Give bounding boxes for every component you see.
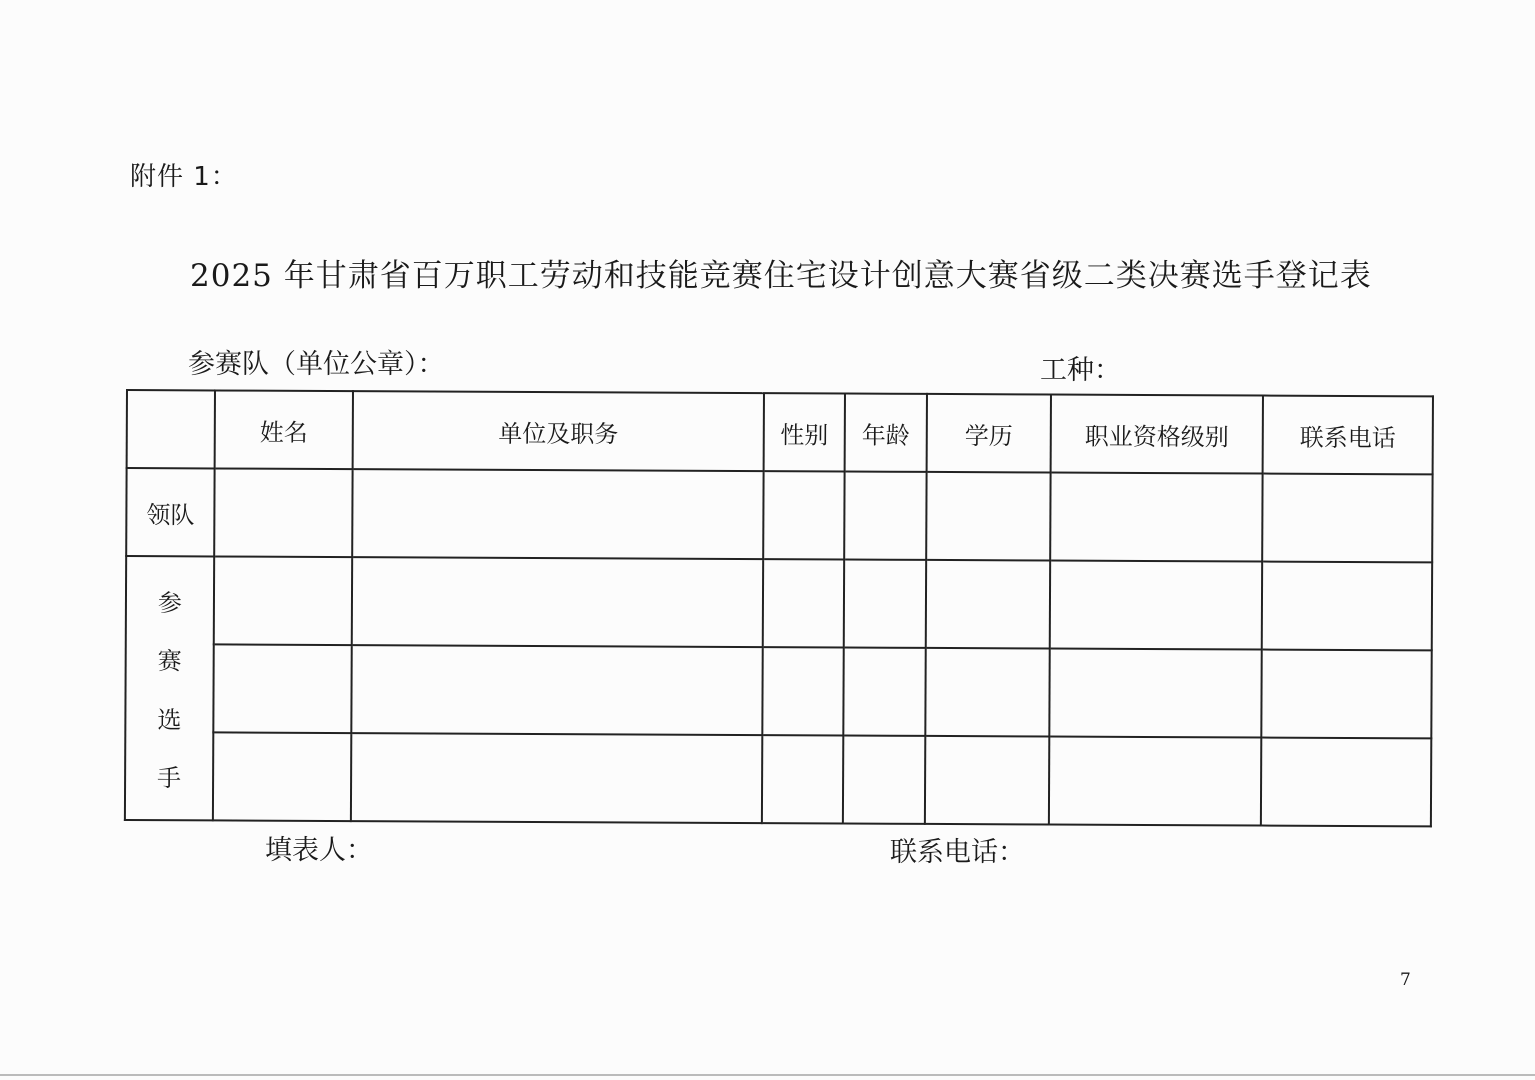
leader-label: 领队 <box>126 468 214 556</box>
participant-label-cell <box>125 556 214 820</box>
header-cell-education: 学历 <box>927 394 1051 473</box>
team-label: 参赛队（单位公章）： <box>188 349 445 380</box>
participant-age-cell[interactable] <box>844 560 926 648</box>
participant-label-char: 参 <box>157 589 183 618</box>
participant-education-cell[interactable] <box>925 648 1049 737</box>
header-cell-gender: 性别 <box>764 393 845 471</box>
leader-education-cell[interactable] <box>926 472 1050 561</box>
header-cell-phone: 联系电话 <box>1263 396 1433 475</box>
contact-phone-label: 联系电话： <box>890 837 1025 868</box>
participant-label-char: 赛 <box>157 647 182 676</box>
attachment-label: 附件 1： <box>130 162 238 192</box>
header-cell-unit-position: 单位及职务 <box>353 391 764 471</box>
participant-label-char: 选 <box>157 705 182 734</box>
participant-qualification-cell[interactable] <box>1050 561 1262 650</box>
participant-unit-cell[interactable] <box>351 733 762 823</box>
participant-phone-cell[interactable] <box>1262 562 1432 651</box>
registration-table <box>124 389 1434 827</box>
table-row-leader <box>126 468 1432 562</box>
participant-name-cell[interactable] <box>213 732 351 821</box>
header-cell-age: 年龄 <box>845 394 927 472</box>
table-header-row <box>127 390 1433 474</box>
participant-name-cell[interactable] <box>213 644 351 733</box>
header-cell-blank <box>127 390 215 468</box>
participant-label <box>126 583 213 793</box>
participant-education-cell[interactable] <box>926 560 1050 649</box>
participant-phone-cell[interactable] <box>1261 650 1431 739</box>
worktype-label: 工种： <box>1040 355 1121 386</box>
leader-name-cell[interactable] <box>214 468 352 557</box>
participant-education-cell[interactable] <box>925 736 1049 825</box>
table-row <box>125 732 1431 826</box>
header-cell-name: 姓名 <box>215 390 353 469</box>
filler-label: 填表人： <box>265 835 373 866</box>
participant-age-cell[interactable] <box>843 736 925 824</box>
scan-edge-line <box>0 1074 1535 1076</box>
table-row <box>125 644 1431 738</box>
table-row <box>126 556 1432 650</box>
participant-name-cell[interactable] <box>214 556 352 645</box>
participant-unit-cell[interactable] <box>352 557 763 647</box>
participant-label-char: 手 <box>157 764 182 793</box>
leader-age-cell[interactable] <box>844 472 926 560</box>
participant-qualification-cell[interactable] <box>1049 737 1261 826</box>
leader-phone-cell[interactable] <box>1262 474 1432 563</box>
participant-phone-cell[interactable] <box>1261 738 1431 827</box>
participant-gender-cell[interactable] <box>762 735 843 823</box>
form-title: 2025 年甘肃省百万职工劳动和技能竞赛住宅设计创意大赛省级二类决赛选手登记表 <box>190 258 1372 294</box>
participant-age-cell[interactable] <box>843 648 925 736</box>
participant-unit-cell[interactable] <box>351 645 762 735</box>
participant-qualification-cell[interactable] <box>1049 649 1261 738</box>
leader-qualification-cell[interactable] <box>1050 473 1262 562</box>
participant-gender-cell[interactable] <box>763 559 844 647</box>
header-cell-qualification: 职业资格级别 <box>1051 395 1263 474</box>
page-number: 7 <box>1400 970 1411 990</box>
participant-gender-cell[interactable] <box>762 647 843 735</box>
leader-unit-cell[interactable] <box>352 469 763 559</box>
leader-gender-cell[interactable] <box>763 471 844 559</box>
